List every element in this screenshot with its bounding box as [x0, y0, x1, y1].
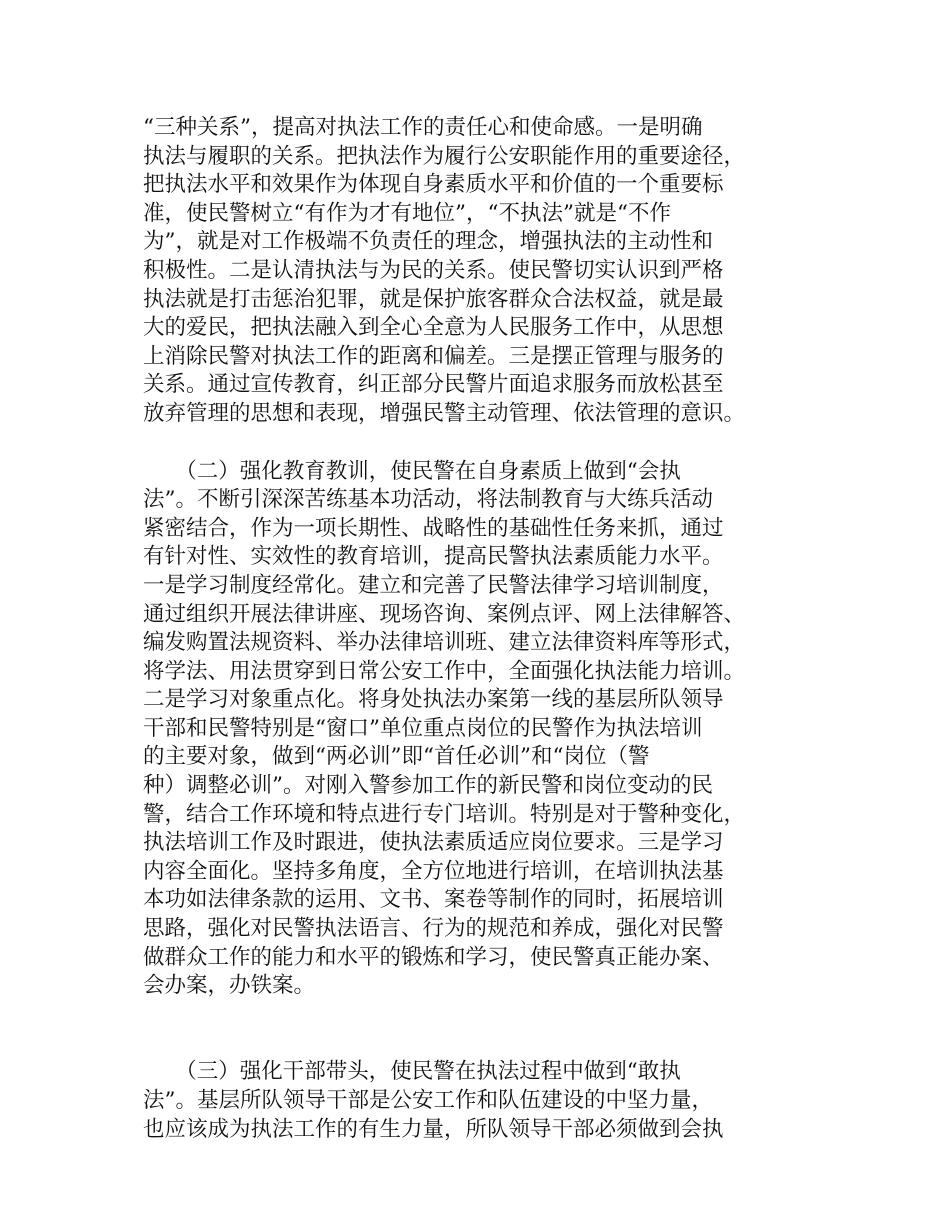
text-line: 大的爱民，把执法融入到全心全意为人民服务工作中，从思想 [143, 315, 724, 341]
text-line: 有针对性、实效性的教育培训，提高民警执法素质能力水平。 [143, 544, 724, 570]
text-line: 为”，就是对工作极端不负责任的理念，增强执法的主动性和 [143, 229, 713, 255]
text-line: 本功如法律条款的运用、文书、案卷等制作的同时，拓展培训 [143, 887, 724, 913]
text-line: 也应该成为执法工作的有生力量，所队领导干部必须做到会执 [143, 1116, 724, 1142]
text-line: 执法与履职的关系。把执法作为履行公安职能作用的重要途径， [143, 143, 746, 169]
paragraph-section-two [143, 458, 823, 1030]
text-line: 内容全面化。坚持多角度，全方位地进行培训，在培训执法基 [143, 858, 724, 884]
text-line [143, 1001, 823, 1030]
text-line: 关系。通过宣传教育，纠正部分民警片面追求服务而放松甚至 [143, 372, 724, 398]
text-line: 二是学习对象重点化。将身处执法办案第一线的基层所队领导 [143, 687, 724, 713]
text-line: 把执法水平和效果作为体现自身素质水平和价值的一个重要标 [143, 172, 724, 198]
text-line: 的主要对象，做到“两必训”即“首任必训”和“岗位（警 [143, 744, 650, 770]
text-line: 紧密结合，作为一项长期性、战略性的基础性任务来抓，通过 [143, 515, 724, 541]
text-line: 将学法、用法贯穿到日常公安工作中，全面强化执法能力培训。 [143, 658, 746, 684]
text-line: 做群众工作的能力和水平的锻炼和学习，使民警真正能办案、 [143, 944, 724, 970]
paragraph-spacer [143, 429, 823, 458]
section-heading-line: （二）强化教育教训，使民警在自身素质上做到“会执 [143, 458, 681, 484]
text-line: 通过组织开展法律讲座、现场咨询、案例点评、网上法律解答、 [143, 601, 746, 627]
text-line: 会办案，办铁案。 [143, 973, 316, 999]
paragraph-spacer [143, 1029, 823, 1058]
text-line: 一是学习制度经常化。建立和完善了民警法律学习培训制度， [143, 572, 724, 598]
text-line: 警，结合工作环境和特点进行专门培训。特别是对于警种变化， [143, 801, 746, 827]
text-line: 编发购置法规资料、举办法律培训班、建立法律资料库等形式， [143, 630, 746, 656]
text-line: 放弃管理的思想和表现，增强民警主动管理、依法管理的意识。 [143, 400, 746, 426]
text-line: 干部和民警特别是“窗口”单位重点岗位的民警作为执法培训 [143, 715, 703, 741]
paragraph-section-three [143, 1058, 823, 1144]
text-line: 上消除民警对执法工作的距离和偏差。三是摆正管理与服务的 [143, 343, 724, 369]
text-line: 准，使民警树立“有作为才有地位”，“不执法”就是“不作 [143, 200, 671, 226]
paragraph-three-relations [143, 114, 823, 429]
document-page [143, 114, 823, 1144]
text-line: 积极性。二是认清执法与为民的关系。使民警切实认识到严格 [143, 257, 724, 283]
text-line: “三种关系”，提高对执法工作的责任心和使命感。一是明确 [143, 115, 703, 140]
text-line: 法”。不断引深深苦练基本功活动，将法制教育与大练兵活动 [143, 487, 713, 513]
text-line: 法”。基层所队领导干部是公安工作和队伍建设的中坚力量， [143, 1088, 713, 1113]
text-line: 执法就是打击惩治犯罪，就是保护旅客群众合法权益，就是最 [143, 286, 724, 312]
section-heading-line: （三）强化干部带头，使民警在执法过程中做到“敢执 [143, 1059, 681, 1085]
text-line: 种）调整必训”。对刚入警参加工作的新民警和岗位变动的民 [143, 773, 713, 799]
text-line: 思路，强化对民警执法语言、行为的规范和养成，强化对民警 [143, 916, 724, 942]
text-line: 执法培训工作及时跟进，使执法素质适应岗位要求。三是学习 [143, 830, 724, 856]
